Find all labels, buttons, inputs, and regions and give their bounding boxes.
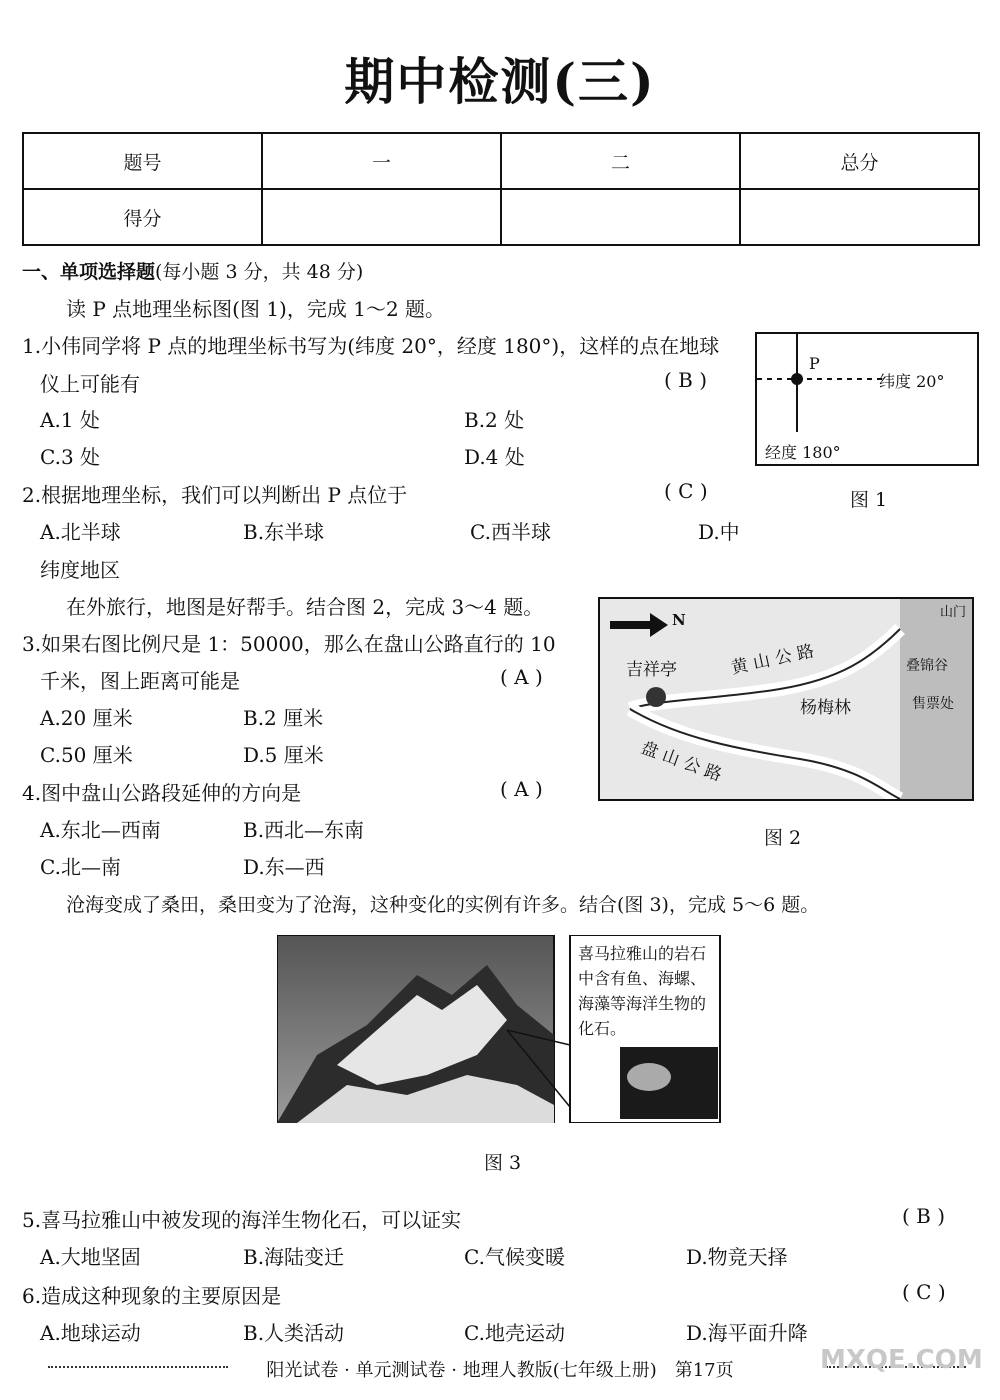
option-text: C.气候变暖 [464, 1245, 565, 1269]
figure-caption: 图 1 [850, 489, 888, 511]
score-input-cell[interactable] [501, 189, 740, 245]
question-text: 5.喜马拉雅山中被发现的海洋生物化石，可以证实 [22, 1208, 462, 1232]
option-text: B.人类活动 [243, 1321, 345, 1345]
option-text: C.地壳运动 [464, 1321, 565, 1345]
intro-text: 在外旅行，地图是好帮手。结合图 2，完成 3～4 题。 [66, 595, 544, 619]
option-text: D.4 处 [464, 445, 525, 469]
answer-mark: ( A ) [500, 777, 543, 801]
page-footer: 阳光试卷 · 单元测试卷 · 地理人教版(七年级上册) 第17页 [266, 1360, 734, 1381]
callout-text: 喜马拉雅山的岩石中含有鱼、海螺、海藻等海洋生物的化石。 [578, 944, 707, 1038]
figure-3 [277, 935, 721, 1123]
option-text: C.3 处 [40, 445, 101, 469]
longitude-label: 经度 180° [765, 443, 841, 462]
option-text: A.1 处 [40, 408, 100, 432]
figure-1-coordinate-diagram [755, 332, 979, 466]
option-text: B.东半球 [243, 520, 325, 544]
score-header-cell: 二 [501, 133, 740, 189]
question-text: 3.如果右图比例尺是 1：50000，那么在盘山公路直行的 10 [22, 632, 556, 656]
option-text: D.5 厘米 [243, 743, 324, 767]
score-table [22, 132, 980, 246]
score-header-cell: 题号 [23, 133, 262, 189]
answer-mark: ( A ) [500, 665, 543, 689]
option-text: B.2 厘米 [243, 706, 324, 730]
map-label: 售票处 [912, 696, 954, 712]
map-label: 叠锦谷 [906, 658, 948, 674]
option-text: A.东北—西南 [40, 818, 161, 842]
map-label: 杨梅林 [800, 698, 851, 718]
figure-caption: 图 3 [484, 1152, 522, 1174]
option-text: D.物竞天择 [686, 1245, 788, 1269]
point-label: P [809, 354, 820, 373]
score-label-cell: 得分 [23, 189, 262, 245]
figure-2-map [598, 597, 974, 801]
option-text: A.大地坚固 [40, 1245, 141, 1269]
question-text: 4.图中盘山公路段延伸的方向是 [22, 781, 302, 805]
answer-mark: ( B ) [664, 368, 708, 392]
answer-mark: ( C ) [902, 1280, 946, 1304]
map-label: 黄 山 公 路 [729, 641, 816, 679]
question-text: 1.小伟同学将 P 点的地理坐标书写为(纬度 20°，经度 180°)，这样的点在地球 [22, 334, 720, 358]
watermark-logo: MXQE.COM [820, 1345, 983, 1375]
page-title: 期中检测(三) [344, 52, 656, 111]
option-text: B.2 处 [464, 408, 525, 432]
option-text: D.海平面升降 [686, 1321, 808, 1345]
question-text: 千米，图上距离可能是 [40, 669, 240, 693]
option-text: C.50 厘米 [40, 743, 133, 767]
option-text: D.东—西 [243, 855, 325, 879]
figure-caption: 图 2 [764, 827, 802, 849]
question-text: 2.根据地理坐标，我们可以判断出 P 点位于 [22, 483, 408, 507]
intro-text: 读 P 点地理坐标图(图 1)，完成 1～2 题。 [66, 297, 446, 321]
latitude-label: 纬度 20° [879, 372, 945, 391]
map-label: 山门 [940, 605, 967, 620]
option-text: D.中 [698, 520, 740, 544]
question-text: 仪上可能有 [40, 372, 140, 396]
score-input-cell[interactable] [262, 189, 501, 245]
option-text: A.地球运动 [40, 1321, 141, 1345]
score-header-cell: 一 [262, 133, 501, 189]
option-text: A.北半球 [40, 520, 121, 544]
option-text: A.20 厘米 [40, 706, 133, 730]
question-text: 6.造成这种现象的主要原因是 [22, 1284, 282, 1308]
option-text: B.西北—东南 [243, 818, 365, 842]
answer-mark: ( B ) [902, 1204, 946, 1228]
score-input-cell[interactable] [740, 189, 979, 245]
section-heading: 一、单项选择题(每小题 3 分，共 48 分) [22, 261, 364, 283]
option-text: C.西半球 [470, 520, 551, 544]
option-text: 纬度地区 [40, 558, 120, 582]
answer-mark: ( C ) [664, 479, 708, 503]
score-header-cell: 总分 [740, 133, 979, 189]
map-label: 盘 山 公 路 [638, 738, 725, 786]
option-text: C.北—南 [40, 855, 121, 879]
north-label: N [672, 611, 686, 629]
option-text: B.海陆变迁 [243, 1245, 345, 1269]
intro-text: 沧海变成了桑田，桑田变为了沧海，这种变化的实例有许多。结合(图 3)，完成 5～6 题。 [66, 894, 820, 916]
map-label: 吉祥亭 [626, 660, 677, 680]
